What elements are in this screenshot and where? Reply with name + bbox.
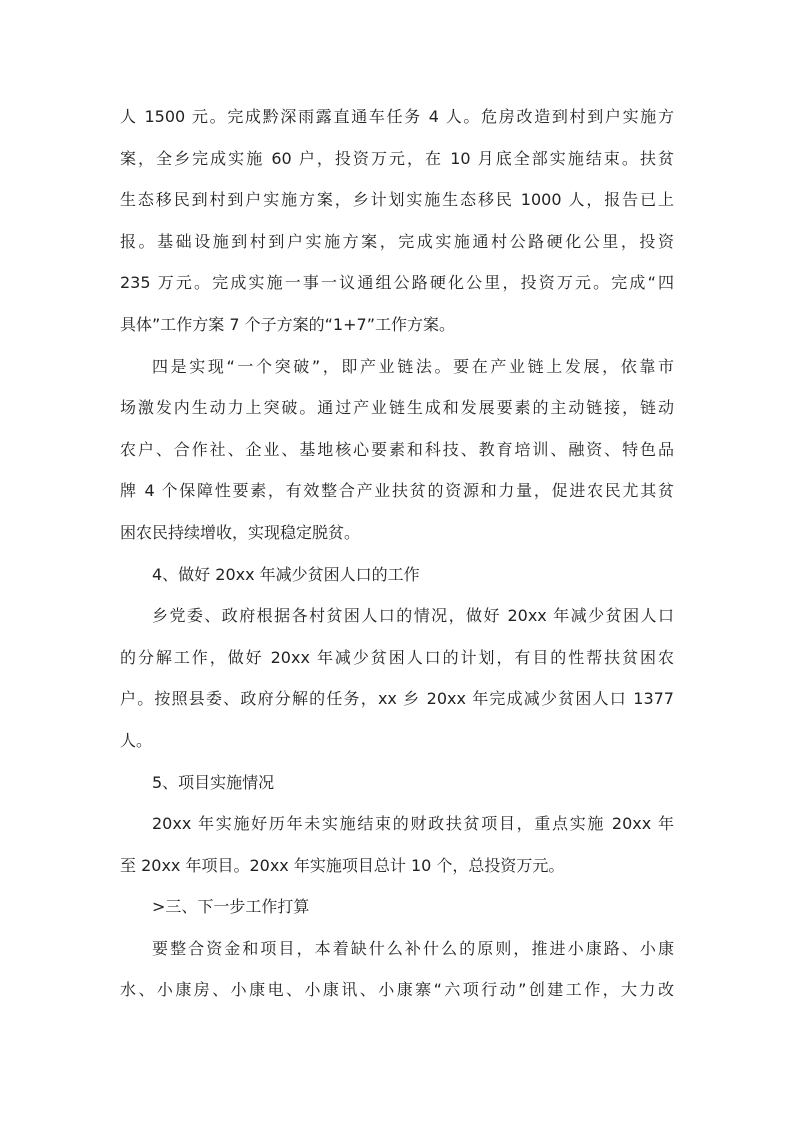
section-heading: >三、下一步工作打算	[152, 897, 310, 917]
section-heading: 4、做好 20xx 年减少贫困人口的工作	[152, 564, 420, 584]
text-line: 困农民持续增收，实现稳定脱贫。	[120, 522, 361, 542]
paragraph-start-line: 要整合资金和项目，本着缺什么补什么的原则，推进小康路、小康	[152, 938, 674, 958]
text-line: 水、小康房、小康电、小康讯、小康寨“六项行动”创建工作，大力改	[120, 980, 674, 1000]
text-line: 牌 4 个保障性要素，有效整合产业扶贫的资源和力量，促进农民尤其贫	[120, 481, 674, 501]
text-line: 户。按照县委、政府分解的任务，xx 乡 20xx 年完成减少贫困人口 1377	[120, 689, 674, 709]
text-line: 生态移民到村到户实施方案，乡计划实施生态移民 1000 人，报告已上	[120, 190, 674, 210]
paragraph-start-line: 20xx 年实施好历年未实施结束的财政扶贫项目，重点实施 20xx 年	[152, 814, 674, 834]
paragraph-start-line: 四是实现“一个突破”，即产业链法。要在产业链上发展，依靠市	[152, 356, 674, 376]
text-line: 案，全乡完成实施 60 户，投资万元，在 10 月底全部实施结束。扶贫	[120, 148, 674, 168]
text-line: 至 20xx 年项目。20xx 年实施项目总计 10 个，总投资万元。	[120, 855, 565, 875]
paragraph-start-line: 乡党委、政府根据各村贫困人口的情况，做好 20xx 年减少贫困人口	[152, 606, 674, 626]
text-line: 人。	[120, 730, 153, 750]
text-line: 农户、合作社、企业、基地核心要素和科技、教育培训、融资、特色品	[120, 439, 674, 459]
text-line: 场激发内生动力上突破。通过产业链生成和发展要素的主动链接，链动	[120, 398, 674, 418]
text-line: 的分解工作，做好 20xx 年减少贫困人口的计划，有目的性帮扶贫困农	[120, 647, 674, 667]
text-line: 人 1500 元。完成黔深雨露直通车任务 4 人。危房改造到村到户实施方	[120, 107, 674, 126]
text-line: 235 万元。完成实施一事一议通组公路硬化公里，投资万元。完成“四	[120, 273, 674, 293]
text-line: 报。基础设施到村到户实施方案，完成实施通村公路硬化公里，投资	[120, 231, 674, 251]
section-heading: 5、项目实施情况	[152, 772, 275, 792]
document-body	[120, 96, 674, 1011]
text-line: 具体”工作方案 7 个子方案的“1+7”工作方案。	[120, 314, 455, 334]
